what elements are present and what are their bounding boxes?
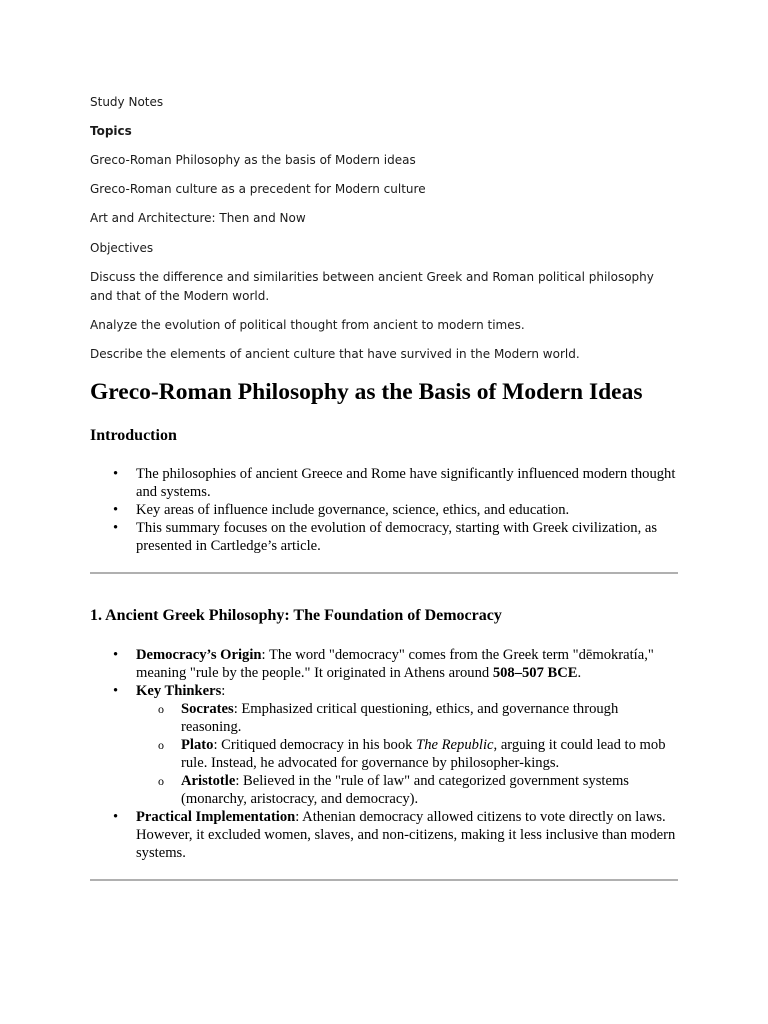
term-label: Practical Implementation (136, 809, 296, 825)
bullet-glyph: • (113, 502, 119, 518)
thinker-description: , arguing it could lead to mob rule. Instead, he advocated for governance by philosopher-kings. (181, 737, 666, 771)
horizontal-divider (90, 572, 678, 574)
section-1-list (90, 646, 680, 862)
list-item (90, 646, 680, 682)
thinker-description: : Believed in the "rule of law" and categorized government systems (monarchy, aristocracy, and democracy). (181, 773, 629, 807)
intro-bullet-text: Key areas of influence include governance, science, ethics, and education. (136, 502, 570, 518)
bullet-glyph: • (113, 647, 119, 663)
thinker-name: Socrates (181, 701, 234, 717)
bullet-glyph: • (113, 520, 119, 536)
thinker-description: : Emphasized critical questioning, ethics, and governance through reasoning. (181, 701, 619, 735)
page-title: Greco-Roman Philosophy as the Basis of Modern Ideas (90, 379, 643, 405)
sub-bullet-glyph: o (158, 702, 164, 716)
list-item (90, 519, 680, 555)
list-item (90, 465, 680, 501)
book-title: The Republic (416, 737, 494, 753)
bullet-glyph: • (113, 809, 119, 825)
sub-bullet-glyph: o (158, 738, 164, 752)
term-description: : Athenian democracy allowed citizens to vote directly on laws. However, it excluded women, slaves, and non-citizens, making it less inclusive than modern systems. (136, 809, 676, 861)
date-highlight: 508–507 BCE (492, 665, 578, 681)
topic-item: Greco-Roman Philosophy as the basis of Modern ideas (90, 153, 416, 167)
list-item (90, 682, 680, 808)
section-heading: 1. Ancient Greek Philosophy: The Foundation of Democracy (90, 607, 502, 624)
intro-bullet-text: This summary focuses on the evolution of democracy, starting with Greek civilization, as presented in Cartledge’s article. (136, 520, 658, 554)
objective-item: Analyze the evolution of political thought from ancient to modern times. (90, 318, 525, 332)
punctuation: . (577, 665, 582, 681)
topic-item: Art and Architecture: Then and Now (90, 211, 306, 225)
topics-heading: Topics (90, 124, 132, 138)
topic-item: Greco-Roman culture as a precedent for Modern culture (90, 182, 426, 196)
study-notes-label: Study Notes (90, 95, 164, 109)
bullet-glyph: • (113, 683, 119, 699)
thinker-name: Plato (181, 737, 214, 753)
introduction-list (90, 465, 680, 555)
thinker-description: : Critiqued democracy in his book (213, 737, 417, 753)
bullet-glyph: • (113, 466, 119, 482)
list-item (136, 736, 680, 772)
list-item (136, 700, 680, 736)
sub-bullet-glyph: o (158, 774, 164, 788)
thinker-name: Aristotle (181, 773, 236, 789)
introduction-heading: Introduction (90, 427, 177, 444)
objective-item: Discuss the difference and similarities between ancient Greek and Roman political philosophy and that of the Modern world. (90, 270, 654, 303)
list-item (136, 772, 680, 808)
list-item (90, 808, 680, 862)
list-item (90, 501, 680, 519)
objective-item: Describe the elements of ancient culture that have survived in the Modern world. (90, 347, 580, 361)
objectives-heading: Objectives (90, 241, 154, 255)
term-label: Democracy’s Origin (136, 647, 262, 663)
term-label: Key Thinkers (136, 683, 222, 699)
horizontal-divider (90, 879, 678, 881)
key-thinkers-list (136, 700, 680, 808)
punctuation: : (221, 683, 226, 699)
term-description: : The word "democracy" comes from the Greek term "dēmokratía," meaning "rule by the people." It originated in Athens around (136, 647, 654, 681)
intro-bullet-text: The philosophies of ancient Greece and Rome have significantly influenced modern thought and systems. (136, 466, 676, 500)
